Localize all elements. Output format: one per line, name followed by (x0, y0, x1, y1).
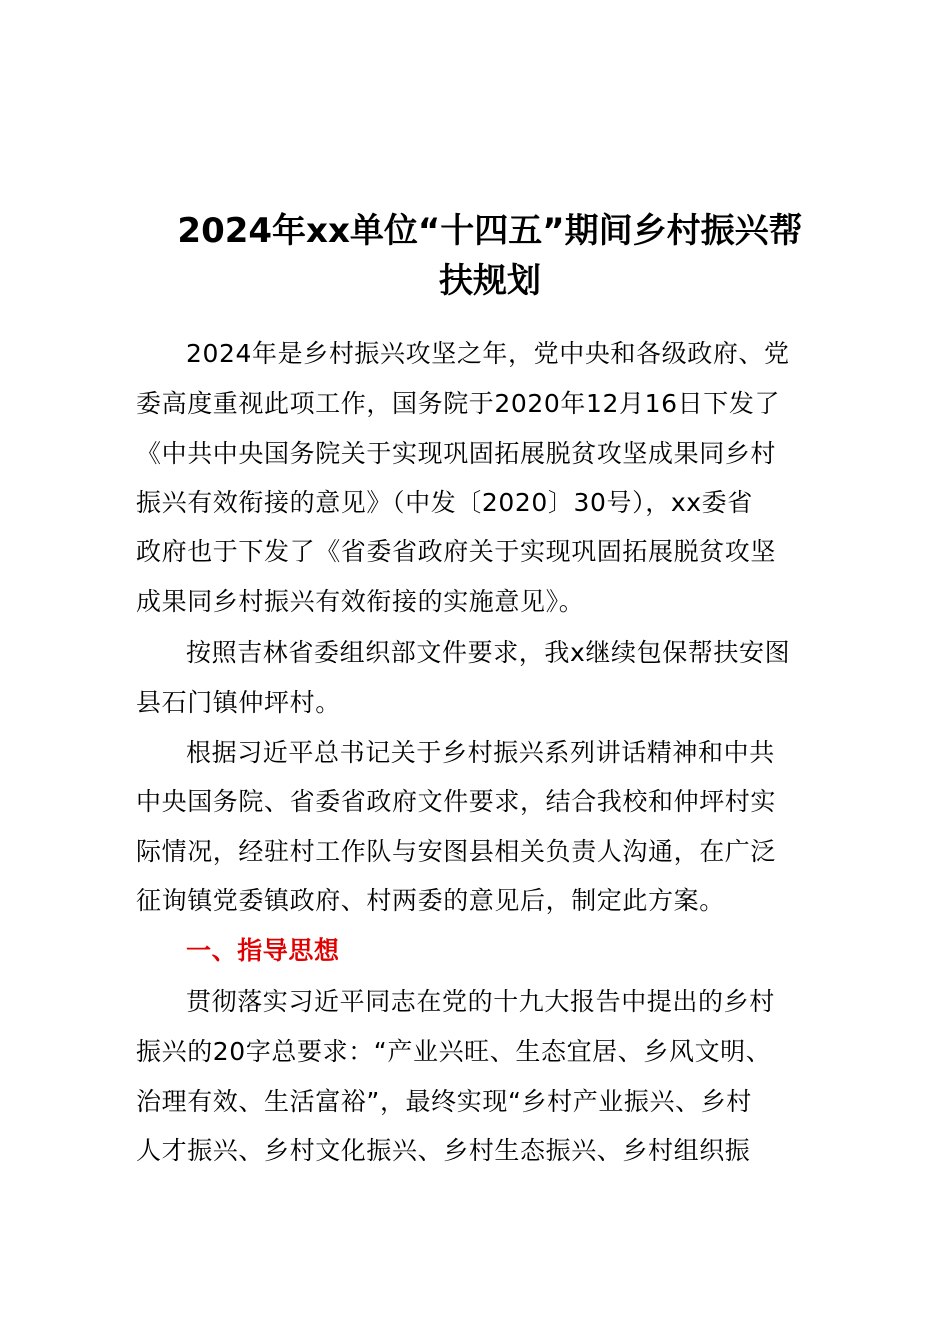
paragraph-line: 《中共中央国务院关于实现巩固拓展脱贫攻坚成果同乡村 (136, 439, 777, 468)
paragraph-line: 按照吉林省委组织部文件要求，我x继续包保帮扶安图 (186, 638, 791, 667)
paragraph-line: 县石门镇仲坪村。 (136, 688, 341, 717)
paragraph-line: 中央国务院、省委省政府文件要求，结合我校和仲坪村实 (136, 787, 777, 816)
paragraph-line: 2024年是乡村振兴攻坚之年，党中央和各级政府、党 (186, 339, 790, 368)
paragraph-line: 振兴的20字总要求：“产业兴旺、生态宜居、乡风文明、 (136, 1037, 772, 1066)
paragraph-line: 政府也于下发了《省委省政府关于实现巩固拓展脱贫攻坚 (136, 537, 777, 566)
paragraph-line: 贯彻落实习近平同志在党的十九大报告中提出的乡村 (186, 987, 775, 1016)
paragraph-line: 际情况，经驻村工作队与安图县相关负责人沟通，在广泛 (136, 837, 777, 866)
document-title-line-1: 2024年xx单位“十四五”期间乡村振兴帮 (177, 211, 803, 251)
section-heading-guiding-ideology: 一、指导思想 (186, 936, 340, 965)
document-title-line-2: 扶规划 (439, 261, 541, 301)
paragraph-line: 振兴有效衔接的意见》（中发〔2020〕30号），xx委省 (136, 488, 753, 517)
paragraph-line: 治理有效、生活富裕”，最终实现“乡村产业振兴、乡村 (136, 1087, 752, 1116)
paragraph-line: 根据习近平总书记关于乡村振兴系列讲话精神和中共 (186, 738, 775, 767)
paragraph-line: 委高度重视此项工作，国务院于2020年12月16日下发了 (136, 389, 781, 418)
paragraph-line: 征询镇党委镇政府、村两委的意见后，制定此方案。 (136, 886, 725, 915)
paragraph-line: 人才振兴、乡村文化振兴、乡村生态振兴、乡村组织振 (136, 1136, 751, 1165)
paragraph-line: 成果同乡村振兴有效衔接的实施意见》。 (136, 587, 585, 616)
